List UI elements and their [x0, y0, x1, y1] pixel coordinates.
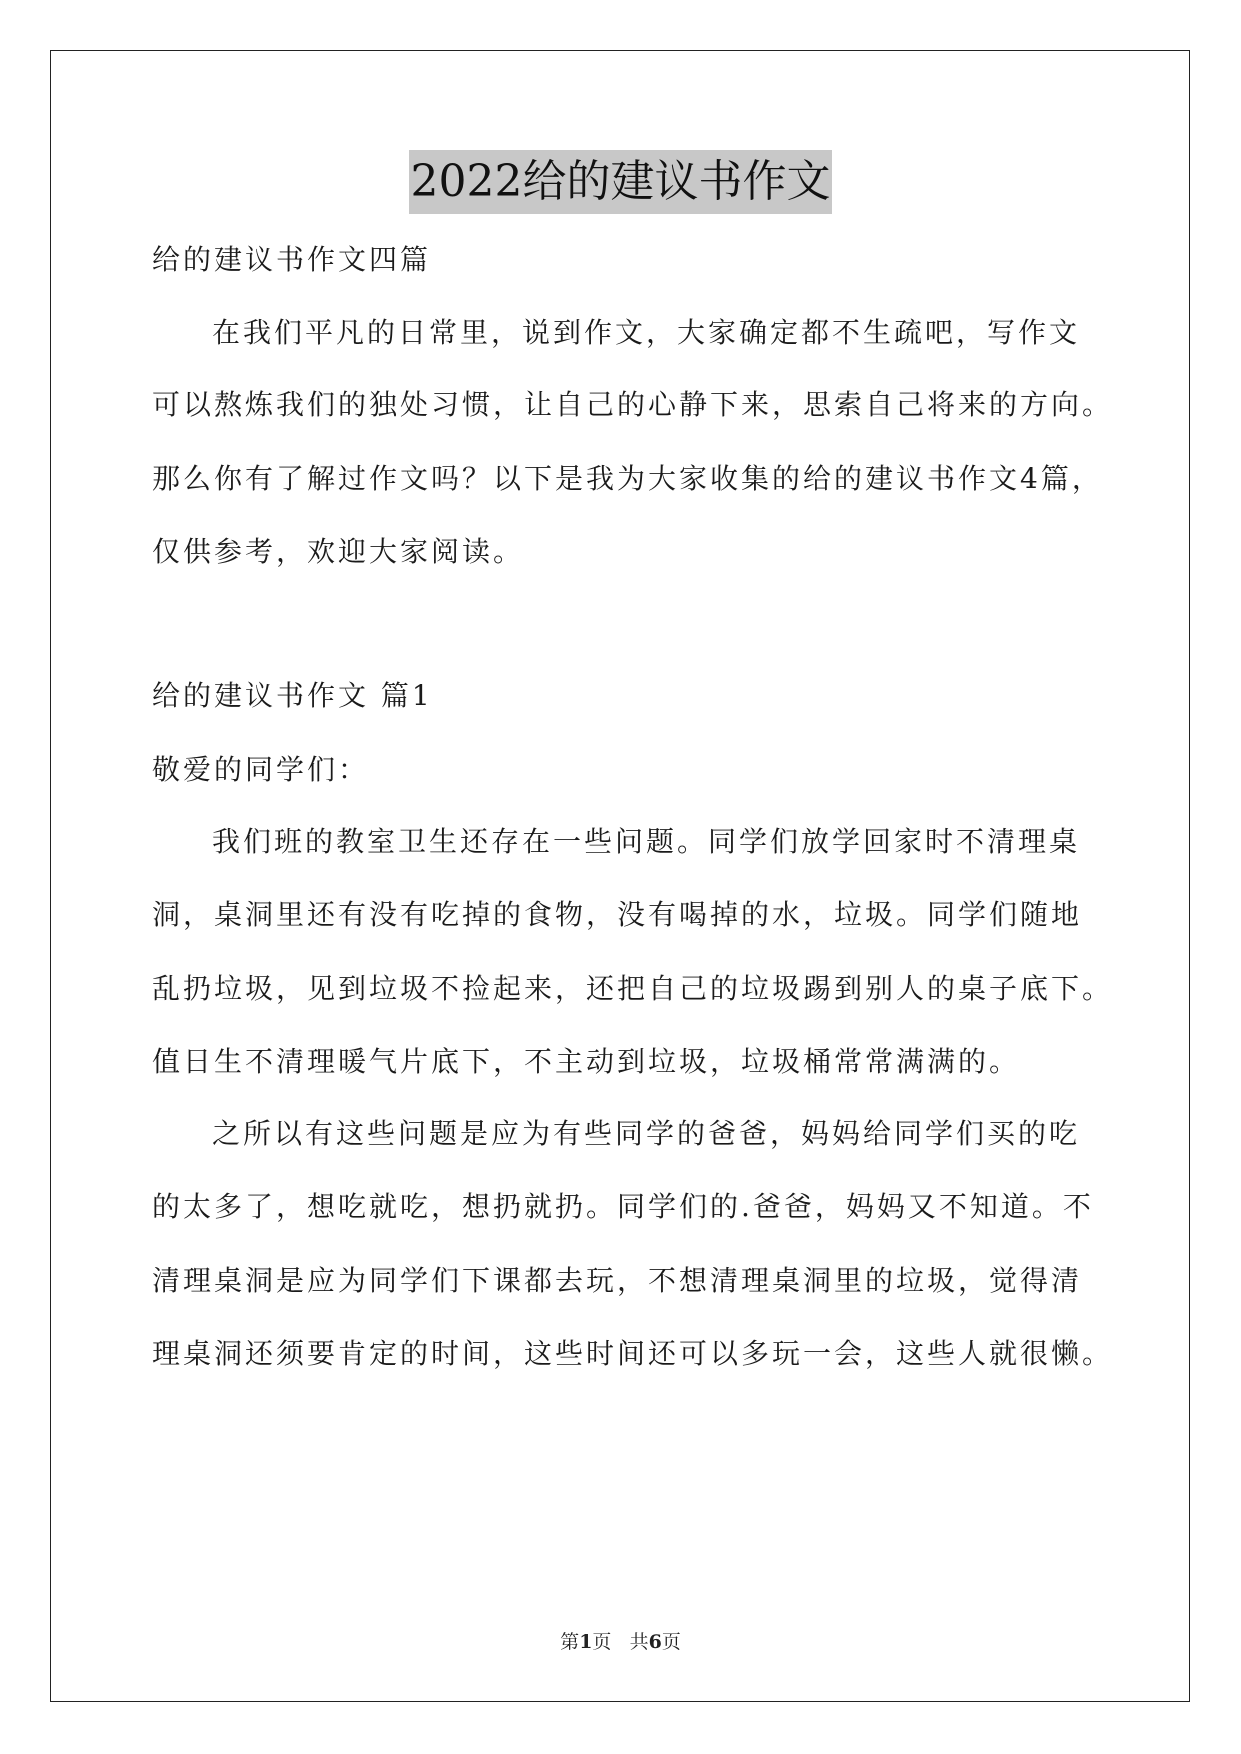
subtitle: 给的建议书作文四篇 — [152, 243, 432, 276]
paragraph-line: 之所以有这些问题是应为有些同学的爸爸，妈妈给同学们买的吃 — [212, 1117, 1081, 1150]
footer-page-number: 1 — [579, 1631, 593, 1653]
footer-prefix: 第 — [560, 1631, 580, 1653]
intro-line: 仅供参考，欢迎大家阅读。 — [152, 535, 525, 568]
intro-line: 在我们平凡的日常里，说到作文，大家确定都不生疏吧，写作文 — [212, 316, 1081, 349]
intro-line: 可以熬炼我们的独处习惯，让自己的心静下来，思索自己将来的方向。 — [152, 388, 1114, 421]
paragraph-line: 理桌洞还须要肯定的时间，这些时间还可以多玩一会，这些人就很懒。 — [152, 1337, 1114, 1370]
paragraph-line: 我们班的教室卫生还存在一些问题。同学们放学回家时不清理桌 — [212, 825, 1081, 858]
paragraph-line: 的太多了，想吃就吃，想扔就扔。同学们的.爸爸，妈妈又不知道。不 — [152, 1190, 1094, 1223]
salutation: 敬爱的同学们： — [152, 753, 370, 786]
title-container — [0, 150, 1241, 214]
section-heading: 给的建议书作文 篇1 — [152, 679, 433, 712]
footer-total-prefix: 共 — [629, 1631, 649, 1653]
footer-page-suffix: 页 — [592, 1631, 612, 1653]
intro-line: 那么你有了解过作文吗？以下是我为大家收集的给的建议书作文4篇， — [152, 462, 1103, 495]
paragraph-line: 值日生不清理暖气片底下，不主动到垃圾，垃圾桶常常满满的。 — [152, 1045, 1021, 1078]
footer-total-pages: 6 — [648, 1631, 662, 1653]
page-footer — [0, 1627, 1241, 1654]
paragraph-line: 清理桌洞是应为同学们下课都去玩，不想清理桌洞里的垃圾，觉得清 — [152, 1264, 1083, 1297]
page-border — [50, 50, 1190, 1702]
document-title: 2022给的建议书作文 — [409, 150, 833, 214]
paragraph-line: 乱扔垃圾，见到垃圾不捡起来，还把自己的垃圾踢到别人的桌子底下。 — [152, 972, 1114, 1005]
paragraph-line: 洞，桌洞里还有没有吃掉的食物，没有喝掉的水，垃圾。同学们随地 — [152, 898, 1083, 931]
footer-total-suffix: 页 — [661, 1631, 681, 1653]
